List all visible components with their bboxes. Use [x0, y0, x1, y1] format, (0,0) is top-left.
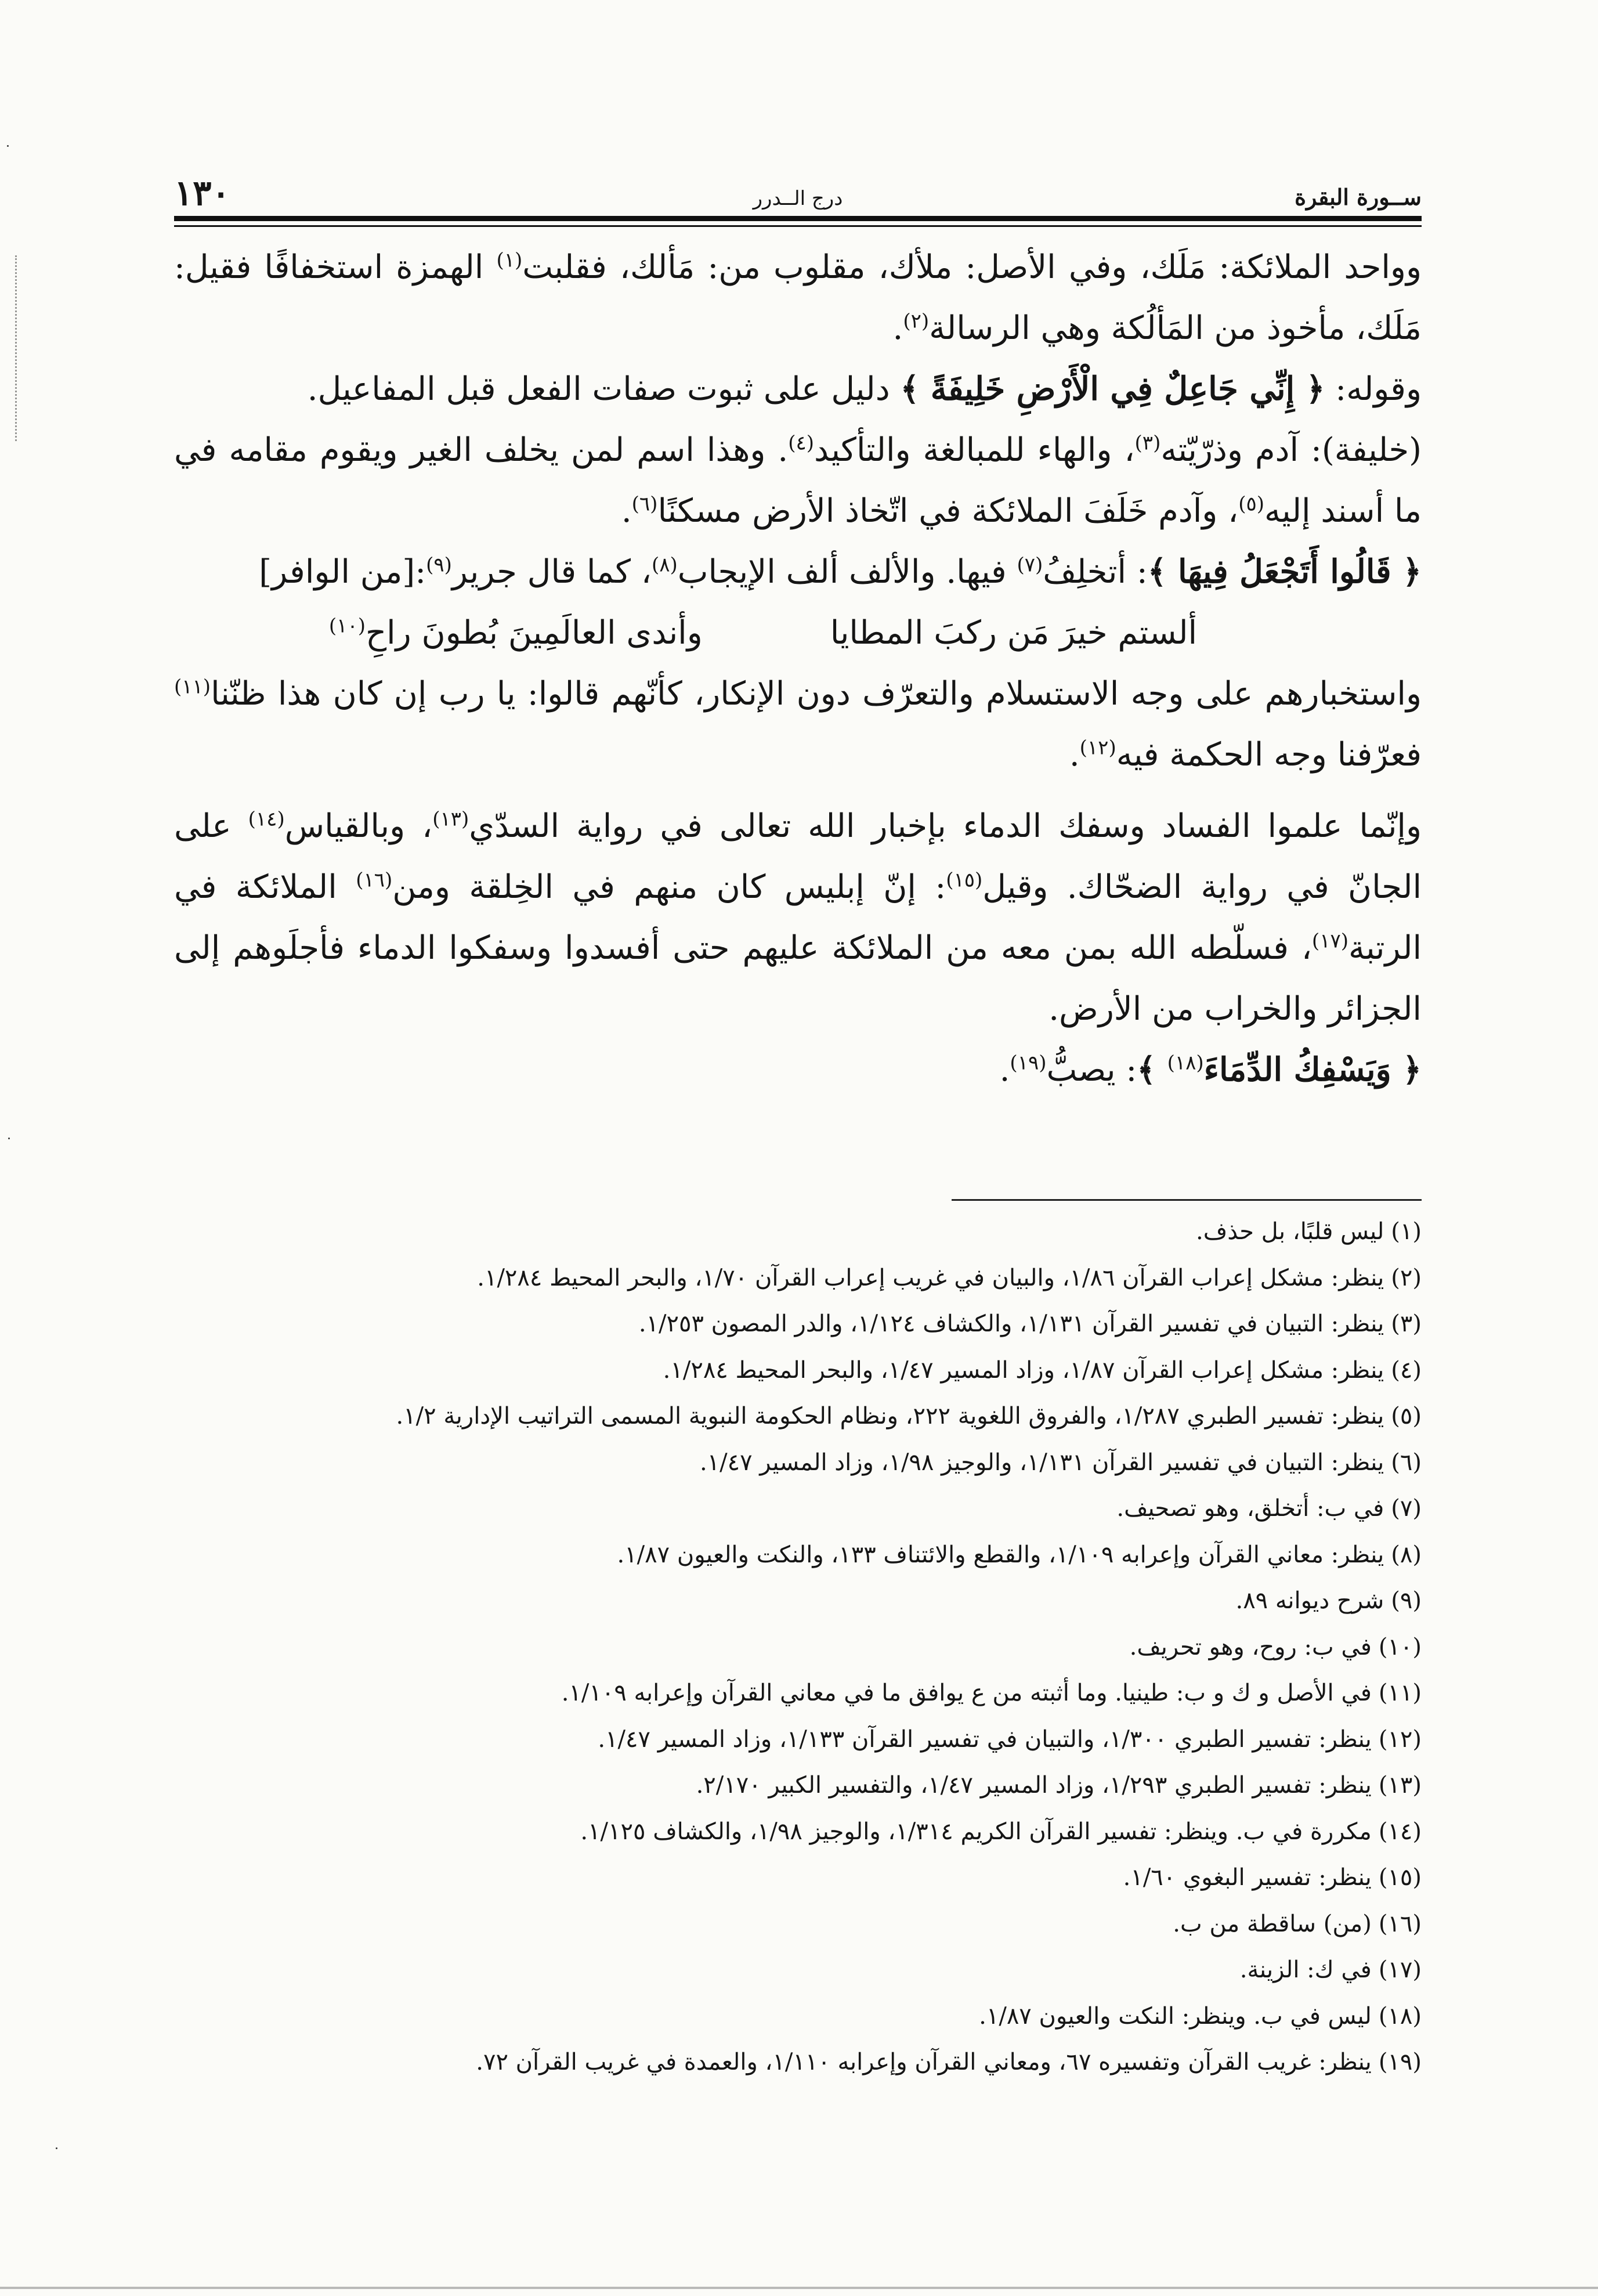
hemistich: ألستم خيرَ مَن ركبَ المطايا	[830, 614, 1198, 652]
footnote-ref: (١٣)	[432, 807, 469, 831]
footnote-ref: (١٨)	[1167, 1051, 1204, 1075]
paragraph: وواحد الملائكة: مَلَك، وفي الأصل: ملأك، مقلوب من: مَألك، فقلبت$^{(١)}$ الهمزة استخفافًا فقيل: مَلَك، مأخوذ من المَألُكة وهي الرسالة$^{(٢)}$.	[174, 248, 1422, 347]
footnote: (١٣)ينظر: تفسير الطبري ١/٢٩٣، وزاد المسير ١/٤٧، والتفسير الكبير ٢/١٧٠.	[696, 1772, 1422, 1799]
footnote: (١٦)(من) ساقطة من ب.	[1173, 1910, 1422, 1937]
paragraph: وإنّما علموا الفساد وسفك الدماء بإخبار الله تعالى في رواية السدّي$^{(١٣)}$، وبالقياس$^{(١٤)}$ على الجانّ في رواية الضحّاك. وقيل$^{(١٥)}$: إنّ إبليس كان منهم في الخِلقة ومن$^{(١٦)}$ الملائكة في الرتبة$^{(١٧)}$، فسلّطه الله بمن معه من الملائكة عليهم حتى أفسدوا وسفكوا الدماء فأجلَوهم إلى الجزائر والخراب من الأرض.	[174, 807, 1422, 1028]
footnote: (١٧)في ك: الزينة.	[1239, 1956, 1422, 1983]
footnote-ref: (١٩)	[1010, 1051, 1047, 1075]
margin-handwriting	[0, 255, 17, 441]
footnote-ref: (٢)	[903, 309, 930, 333]
header-rule-thin	[174, 225, 1422, 227]
footnote: (١٥)ينظر: تفسير البغوي ١/٦٠.	[1123, 1864, 1422, 1891]
footnote-ref: (٤)	[788, 431, 814, 455]
footnote: (١٤)مكررة في ب. وينظر: تفسير القرآن الكريم ١/٣١٤، والوجيز ١/٩٨، والكشاف ١/١٢٥.	[580, 1818, 1422, 1845]
quran-verse: ﴿ وَيَسْفِكُ الدِّمَاءَ	[1203, 1050, 1422, 1089]
paragraph: (خليفة): آدم وذرّيّته$^{(٣)}$، والهاء للمبالغة والتأكيد$^{(٤)}$. وهذا اسم لمن يخلف الغير ويقوم مقامه في ما أسند إليه$^{(٥)}$، وآدم خَلَفَ الملائكة في اتّخاذ الأرض مسكنًا$^{(٦)}$.	[174, 431, 1422, 530]
footnote-ref: (١٤)	[248, 807, 285, 831]
book-title: درج الــدرر	[753, 187, 843, 210]
hemistich: وأندى العالَمِينَ بُطونَ راحِ$^{(١٠)}$	[328, 614, 703, 652]
page-number: ١٣٠	[174, 173, 230, 214]
poetry-verse	[174, 602, 1422, 663]
edge-speck	[56, 2147, 57, 2149]
footnote-ref: (٥)	[1238, 492, 1265, 516]
footnote: (١٨)ليس في ب. وينظر: النكت والعيون ١/٨٧.	[979, 2002, 1422, 2030]
main-text	[174, 237, 1422, 1100]
surah-title: ســورة البقرة	[1295, 184, 1422, 210]
footnote-ref: (٩)	[426, 553, 452, 577]
footnote-ref: (١)	[496, 248, 523, 272]
footnote-separator	[952, 1199, 1422, 1201]
footnote-ref: (٦)	[631, 492, 658, 516]
quran-verse: ﴿ قَالُوا أَتَجْعَلُ فِيهَا ﴾	[1147, 553, 1422, 591]
header-rule-thick	[174, 216, 1422, 221]
footnote-ref: (١٢)	[1079, 736, 1116, 760]
footnote-ref: (٧)	[1017, 553, 1043, 577]
paragraph: ﴿ قَالُوا أَتَجْعَلُ فِيهَا ﴾: أتخلِفُ$^{(٧)}$ فيها. والألف ألف الإيجاب$^{(٨)}$، كما قال جرير$^{(٩)}$:[من الوافر]	[259, 553, 1422, 591]
footnote-ref: (٣)	[1134, 431, 1161, 455]
running-header	[174, 173, 1422, 214]
footnote: (٩)شرح ديوانه ٨٩.	[1235, 1587, 1422, 1614]
paragraph: وقوله: ﴿ إِنِّي جَاعِلٌ فِي الْأَرْضِ خَلِيفَةً ﴾ دليل على ثبوت صفات الفعل قبل المفاعيل.	[307, 370, 1422, 408]
footnote: (١٢)ينظر: تفسير الطبري ١/٣٠٠، والتبيان في تفسير القرآن ١/١٣٣، وزاد المسير ١/٤٧.	[598, 1725, 1422, 1753]
scan-bottom-edge	[0, 2287, 1598, 2289]
paragraph: ﴿ وَيَسْفِكُ الدِّمَاءَ$^{(١٨)}$ ﴾: يصبُّ$^{(١٩)}$.	[999, 1050, 1422, 1089]
edge-speck	[8, 1138, 10, 1139]
footnote-ref: (١٦)	[356, 868, 393, 892]
footnote-ref: (١٧)	[1311, 929, 1348, 953]
footnote-ref: (١١)	[174, 675, 211, 699]
footnote: (١)ليس قلبًا، بل حذف.	[1196, 1218, 1422, 1245]
footnote: (٦)ينظر: التبيان في تفسير القرآن ١/١٣١، والوجيز ١/٩٨، وزاد المسير ١/٤٧.	[699, 1449, 1422, 1476]
footnote: (١١)في الأصل و ك و ب: طينيا. وما أثبته من ع يوافق ما في معاني القرآن وإعرابه ١/١٠٩.	[561, 1680, 1422, 1706]
footnote: (٨)ينظر: معاني القرآن وإعرابه ١/١٠٩، والقطع والائتناف ١٣٣، والنكت والعيون ١/٨٧.	[617, 1541, 1422, 1568]
footnote-ref: (١٥)	[946, 868, 983, 892]
edge-speck	[7, 145, 9, 147]
footnote: (٥)ينظر: تفسير الطبري ١/٢٨٧، والفروق اللغوية ٢٢٢، ونظام الحكومة النبوية المسمى التراتيب الإدارية ١/٢.	[396, 1403, 1422, 1429]
footnote: (٢)ينظر: مشكل إعراب القرآن ١/٨٦، والبيان في غريب إعراب القرآن ١/٧٠، والبحر المحيط ١/٢٨٤.	[477, 1264, 1422, 1291]
paragraph: واستخبارهم على وجه الاستسلام والتعرّف دون الإنكار، كأنّهم قالوا: يا رب إن كان هذا ظنّنا$^{(١١)}$ فعرّفنا وجه الحكمة فيه$^{(١٢)}$.	[174, 675, 1422, 774]
footnotes	[174, 1209, 1422, 2086]
footnote-ref: (٨)	[651, 553, 678, 577]
footnote: (٧)في ب: أتخلق، وهو تصحيف.	[1116, 1495, 1422, 1522]
footnote: (١٠)في ب: روح، وهو تحريف.	[1129, 1633, 1422, 1660]
footnote: (٤)ينظر: مشكل إعراب القرآن ١/٨٧، وزاد المسير ١/٤٧، والبحر المحيط ١/٢٨٤.	[663, 1356, 1422, 1384]
footnote-ref: (١٠)	[328, 614, 366, 638]
quran-verse: ﴿ إِنِّي جَاعِلٌ فِي الْأَرْضِ خَلِيفَةً ﴾	[900, 370, 1325, 408]
footnote: (٣)ينظر: التبيان في تفسير القرآن ١/١٣١، والكشاف ١/١٢٤، والدر المصون ١/٢٥٣.	[638, 1311, 1422, 1337]
footnote: (١٩)ينظر: غريب القرآن وتفسيره ٦٧، ومعاني القرآن وإعرابه ١/١١٠، والعمدة في غريب القرآن ٧٢.	[476, 2049, 1422, 2075]
